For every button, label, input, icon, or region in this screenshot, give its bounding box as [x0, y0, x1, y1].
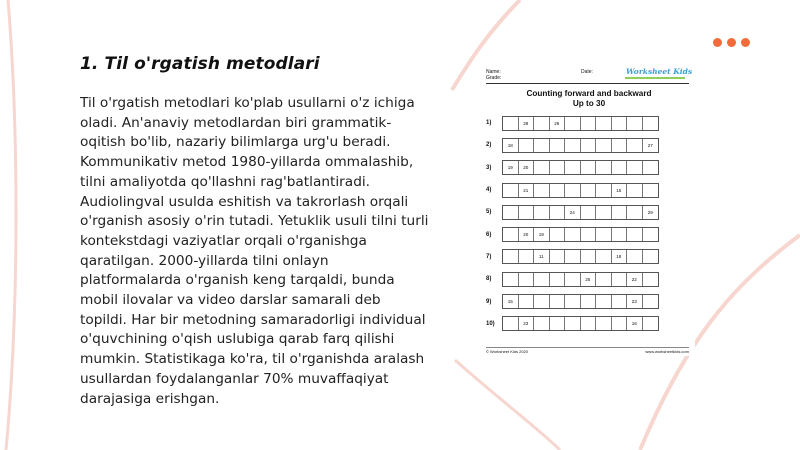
number-cell [643, 273, 659, 286]
number-cell [534, 184, 550, 197]
number-cell: 15 [612, 184, 628, 197]
row-cells [502, 316, 659, 331]
number-cell [612, 273, 628, 286]
number-cell [565, 139, 581, 152]
number-cell [534, 161, 550, 174]
number-cell [519, 139, 535, 152]
number-cell [550, 250, 566, 263]
number-cell: 29 [647, 209, 653, 215]
number-cell [534, 317, 550, 330]
worksheet-row [486, 268, 659, 290]
row-number: 5) [486, 209, 492, 216]
slide-title: 1. Til o'rgatish metodlari [80, 54, 320, 74]
name-label: Name: [486, 69, 501, 75]
number-cell: 23 [519, 317, 535, 330]
date-label: Date: [581, 69, 593, 75]
number-cell [534, 117, 550, 130]
menu-dots-icon[interactable] [713, 38, 750, 47]
number-cell [581, 295, 597, 308]
number-cell [581, 117, 597, 130]
number-cell [581, 250, 597, 263]
number-cell [627, 250, 643, 263]
logo-underline [625, 77, 685, 79]
worksheet-row [486, 112, 659, 134]
number-cell: 18 [612, 250, 628, 263]
dot [727, 38, 736, 47]
number-cell: 20 [519, 228, 535, 241]
number-cell [534, 206, 550, 219]
worksheet-rows [486, 112, 659, 335]
number-cell [534, 273, 550, 286]
number-cell: 18 [503, 139, 519, 152]
number-cell [519, 273, 535, 286]
number-cell [503, 117, 519, 130]
row-number: 6) [486, 231, 492, 238]
number-cell [596, 295, 612, 308]
number-cell [519, 295, 535, 308]
row-number: 3) [486, 164, 492, 171]
number-cell [550, 295, 566, 308]
number-cell [503, 228, 519, 241]
number-cell [550, 161, 566, 174]
number-cell [550, 139, 566, 152]
number-cell [612, 206, 628, 219]
number-cell [596, 317, 612, 330]
slide-paragraph: Til o'rgatish metodlari ko'plab usullarni o'z ichiga oladi. An'anaviy metodlardan biri grammatik-oqitish bo'lib, nazariy bilimlarga urg'u beradi. Kommunikativ metod 1980-yillarda ommalashib, tilni amaliyotda qo'llashni rag'batlantiradi. Audiolingval usulda eshitish va takrorlash orqali o'rganish asosiy o'rin tutadi. Yetuklik usuli tilni turli kontekstdagi vaziyatlar orqali o'rganishga qaratilgan. 2000-yillarda tilni onlayn platformalarda o'rganish keng tarqaldi, bunda mobil ilovalar va video darslar samarali deb topildi. Har bir metodning samaradorligi individual o'quvchining o'qish uslubiga qarab farq qilishi mumkin. Statistikaga ko'ra, til o'rganishda aralash usullardan foydalanganlar 70% muvaffaqiyat darajasiga erishgan. [80, 95, 429, 407]
row-cells [502, 294, 659, 309]
number-cell [627, 184, 643, 197]
row-cells [502, 160, 659, 175]
number-cell [612, 161, 628, 174]
row-cells [502, 249, 659, 264]
worksheet-image [483, 64, 695, 356]
number-cell [612, 295, 628, 308]
row-cells [502, 183, 659, 198]
worksheet-row [486, 201, 659, 223]
number-cell [565, 273, 581, 286]
number-cell [581, 139, 597, 152]
number-cell [581, 228, 597, 241]
dot [713, 38, 722, 47]
grade-label: Grade: [486, 75, 502, 81]
number-cell [565, 161, 581, 174]
number-cell [581, 161, 597, 174]
number-cell [565, 295, 581, 308]
worksheet-title: Counting forward and backward [526, 89, 652, 98]
worksheet-row [486, 134, 659, 156]
number-cell [565, 250, 581, 263]
number-cell [643, 161, 659, 174]
number-cell [627, 228, 643, 241]
number-cell [550, 228, 566, 241]
number-cell [565, 317, 581, 330]
number-cell: 20 [519, 161, 535, 174]
row-number: 7) [486, 253, 492, 260]
footer-copyright: © Worksheet Kids 2020 [486, 349, 529, 354]
number-cell [643, 250, 659, 263]
number-cell [503, 184, 519, 197]
number-cell [627, 117, 643, 130]
number-cell [643, 317, 659, 330]
number-cell: 19 [534, 228, 550, 241]
number-cell [581, 317, 597, 330]
number-cell: 23 [627, 295, 643, 308]
number-cell [550, 273, 566, 286]
row-number: 10) [486, 320, 495, 327]
number-cell [596, 184, 612, 197]
number-cell: 24 [565, 206, 581, 219]
number-cell: 25 [581, 273, 597, 286]
number-cell [596, 117, 612, 130]
number-cell [643, 228, 659, 241]
worksheet-row [486, 246, 659, 268]
number-cell [565, 184, 581, 197]
worksheet-row [486, 290, 659, 312]
name-grade-labels [486, 69, 501, 81]
number-cell: 16 [627, 317, 643, 330]
number-cell [627, 161, 643, 174]
number-cell [596, 206, 612, 219]
number-cell [503, 273, 519, 286]
row-cells [502, 116, 659, 131]
worksheet-row [486, 179, 659, 201]
number-cell [581, 184, 597, 197]
number-cell [596, 139, 612, 152]
row-cells [502, 272, 659, 287]
number-cell: 28 [519, 117, 535, 130]
number-cell: 26 [550, 117, 566, 130]
worksheet-row [486, 157, 659, 179]
worksheet-row [486, 313, 659, 335]
row-number: 1) [486, 120, 492, 127]
number-cell [503, 250, 519, 263]
number-cell [519, 206, 535, 219]
row-cells [502, 138, 659, 153]
row-cells [502, 205, 659, 220]
number-cell [643, 295, 659, 308]
number-cell [612, 139, 628, 152]
number-cell [550, 206, 566, 219]
header-divider [486, 83, 689, 84]
number-cell [565, 228, 581, 241]
number-cell [627, 139, 643, 152]
number-cell [643, 184, 659, 197]
number-cell [596, 161, 612, 174]
number-cell: 21 [519, 184, 535, 197]
number-cell [612, 117, 628, 130]
number-cell [519, 250, 535, 263]
number-cell [612, 317, 628, 330]
worksheet-subtitle: Up to 30 [572, 99, 606, 108]
row-number: 2) [486, 142, 492, 149]
number-cell: 27 [647, 142, 653, 148]
row-number: 8) [486, 276, 492, 283]
worksheet-header [483, 64, 695, 86]
worksheet-title-block [483, 89, 695, 109]
number-cell: 22 [627, 273, 643, 286]
number-cell: 19 [503, 161, 519, 174]
number-cell [534, 139, 550, 152]
number-cell [596, 250, 612, 263]
number-cell [503, 317, 519, 330]
worksheet-logo: Worksheet Kids [626, 67, 693, 76]
row-number: 4) [486, 187, 492, 194]
number-cell [565, 117, 581, 130]
number-cell [581, 206, 597, 219]
number-cell [612, 228, 628, 241]
worksheet-row [486, 223, 659, 245]
number-cell [627, 206, 643, 219]
number-cell [550, 184, 566, 197]
number-cell [503, 206, 519, 219]
number-cell: 11 [534, 250, 550, 263]
number-cell [643, 117, 659, 130]
footer-url: www.worksheetkids.com [645, 349, 689, 354]
number-cell [596, 273, 612, 286]
row-number: 9) [486, 298, 492, 305]
number-cell: 15 [503, 295, 519, 308]
dot [741, 38, 750, 47]
number-cell [534, 295, 550, 308]
worksheet-footer [486, 347, 689, 354]
number-cell [596, 228, 612, 241]
number-cell [550, 317, 566, 330]
row-cells [502, 227, 659, 242]
